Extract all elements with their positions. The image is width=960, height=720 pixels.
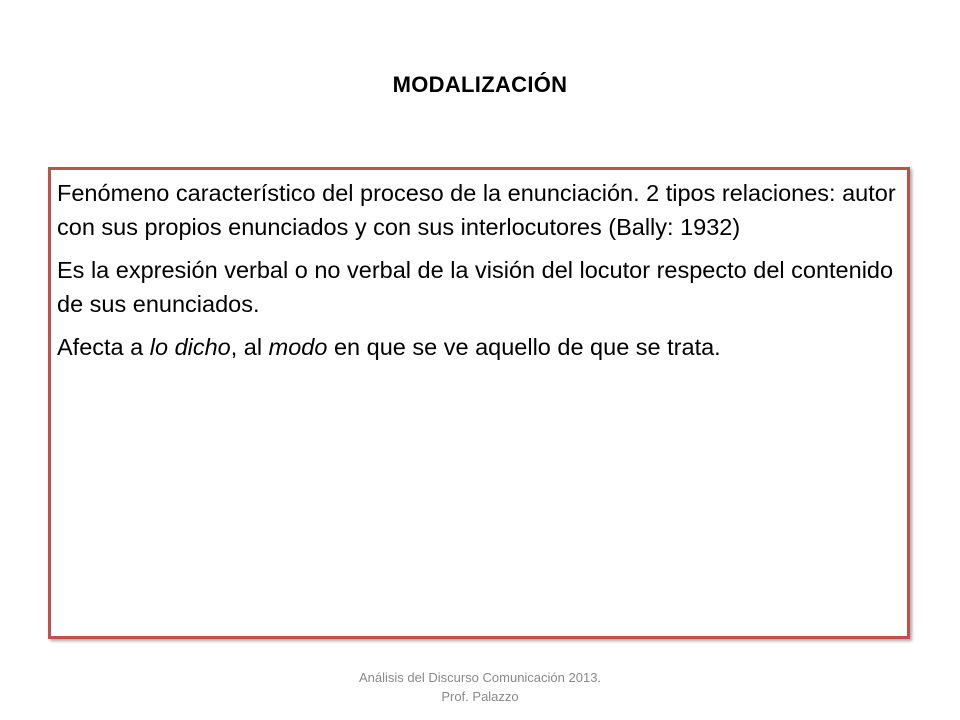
footer-professor: Prof. Palazzo <box>441 689 519 704</box>
italic-modo: modo <box>268 334 328 360</box>
paragraph-affects-text-1: Afecta a <box>57 334 150 360</box>
paragraph-expression: Es la expresión verbal o no verbal de la visión del locutor respecto del contenido de sus enunciados. <box>57 257 894 317</box>
footer-course: Análisis del Discurso Comunicación 2013. <box>358 670 602 685</box>
body-text <box>57 176 897 373</box>
paragraph-affects <box>57 330 897 364</box>
paragraph-affects-text-2: , al <box>230 334 269 360</box>
footer <box>0 668 960 706</box>
paragraph-affects-text-3: en que se ve aquello de que se trata. <box>327 334 721 360</box>
paragraph-definition: Fenómeno característico del proceso de la enunciación. 2 tipos relaciones: autor con sus propios enunciados y con sus interlocutores (Bally: 1932) <box>57 180 896 240</box>
slide-title: MODALIZACIÓN <box>392 72 568 97</box>
italic-lo-dicho: lo dicho <box>149 334 231 360</box>
